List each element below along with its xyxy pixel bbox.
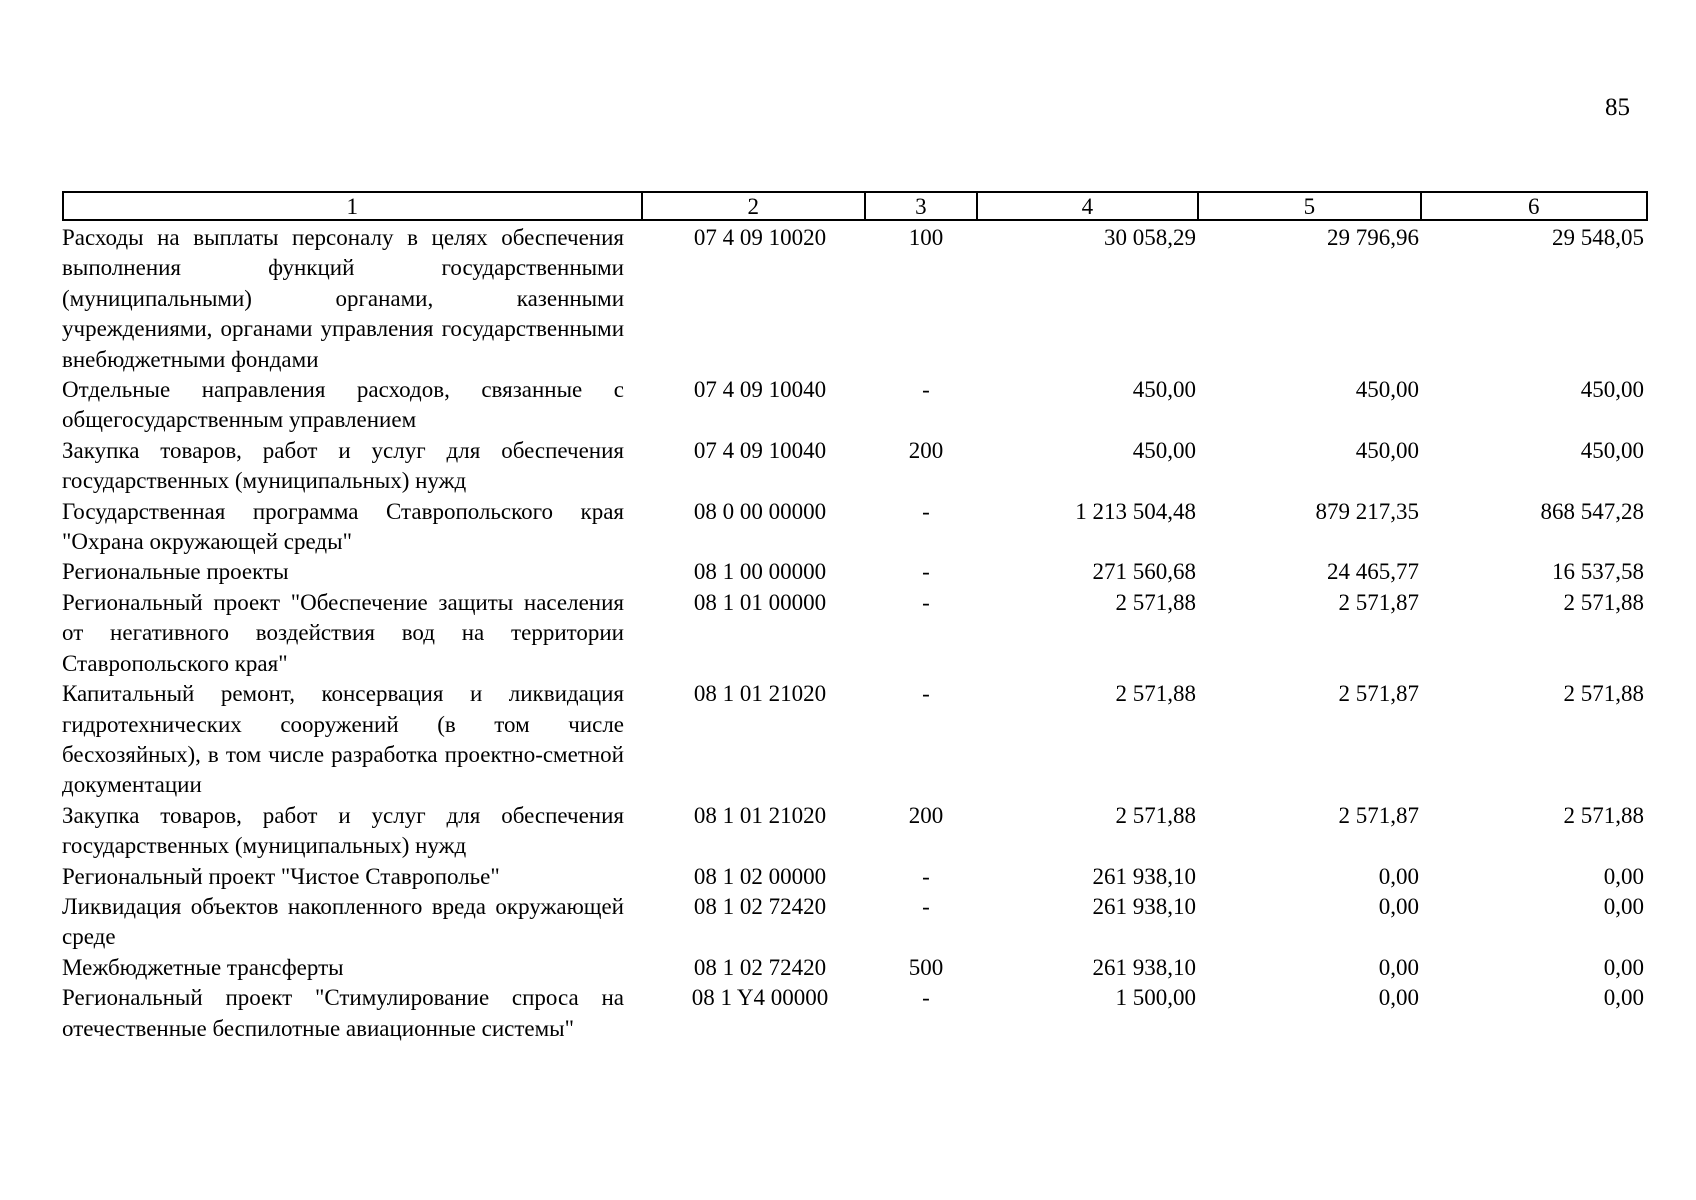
expense-type-cell: - [922,589,930,615]
amount-cell-col5: 24 465,77 [1327,559,1419,585]
expense-type-cell: - [922,863,930,889]
expense-name-cell: Региональный проект "Чистое Ставрополье" [62,863,500,889]
expense-name-cell: Ликвидация объектов накопленного вреда окружающей среде [62,893,624,950]
budget-code-cell: 08 1 01 00000 [693,589,827,615]
amount-cell-col4: 2 571,88 [1115,589,1196,615]
amount-cell-col5: 29 796,96 [1327,225,1419,250]
budget-code-cell: 08 1 02 72420 [693,954,827,980]
budget-code-cell: 08 1 02 72420 [693,893,827,919]
amount-cell-col4: 450,00 [1132,377,1196,403]
expense-type-cell: - [922,893,930,919]
table-row [62,953,1648,983]
expense-name-cell: Межбюджетные трансферты [62,954,344,980]
amount-cell-col6: 2 571,88 [1563,681,1644,707]
expense-name-cell: Отдельные направления расходов, связанные с общегосударственным управлением [62,377,624,433]
amount-cell-col5: 2 571,87 [1338,802,1419,828]
amount-cell-col4: 261 938,10 [1092,954,1196,980]
expense-name-cell: Региональный проект "Стимулирование спроса на отечественные беспилотные авиационные системы" [62,985,624,1041]
budget-code-cell: 08 1 02 00000 [693,863,827,889]
table-row [62,557,1648,587]
expense-name-cell: Закупка товаров, работ и услуг для обеспечения государственных (муниципальных) нужд [62,802,624,859]
table-row [62,223,1648,375]
column-header-2: 2 [643,193,866,219]
amount-cell-col5: 0,00 [1378,893,1419,919]
table-row [62,375,1648,436]
budget-code-cell: 08 1 Y4 00000 [691,985,829,1011]
expense-name-cell: Расходы на выплаты персоналу в целях обеспечения выполнения функций государственными (муниципальными) органами, казенными учреждениями, органами управления государственными внебюджетными фондами [62,225,624,372]
amount-cell-col6: 29 548,05 [1552,225,1644,250]
expense-type-cell: - [922,681,930,707]
amount-cell-col4: 1 213 504,48 [1075,498,1196,524]
amount-cell-col4: 2 571,88 [1115,681,1196,707]
page-number: 85 [1605,94,1630,121]
expense-type-cell: - [922,377,930,403]
column-header-5: 5 [1199,193,1421,219]
table-row [62,497,1648,558]
amount-cell-col6: 2 571,88 [1563,802,1644,828]
expense-type-cell: - [922,559,930,585]
column-header-4: 4 [978,193,1199,219]
amount-cell-col4: 261 938,10 [1092,893,1196,919]
table-header-row [62,191,1648,221]
expense-type-cell: - [922,498,930,524]
table-body [62,223,1648,1044]
amount-cell-col4: 450,00 [1132,437,1196,463]
expense-name-cell: Региональные проекты [62,559,289,585]
budget-code-cell: 07 4 09 10020 [693,225,827,250]
budget-code-cell: 08 1 01 21020 [693,802,827,828]
budget-code-cell: 07 4 09 10040 [693,437,827,463]
amount-cell-col5: 2 571,87 [1338,589,1419,615]
expense-type-cell: - [922,985,930,1011]
expense-type-cell: 200 [908,802,944,828]
table-row [62,588,1648,679]
table-row [62,801,1648,862]
expense-name-cell: Капитальный ремонт, консервация и ликвидация гидротехнических сооружений (в том числе бесхозяйных), в том числе разработка проектно-сметной документации [62,681,624,798]
table-row [62,983,1648,1044]
amount-cell-col4: 271 560,68 [1092,559,1196,585]
expense-type-cell: 500 [908,954,944,980]
table-row [62,892,1648,953]
amount-cell-col6: 2 571,88 [1563,589,1644,615]
budget-code-cell: 07 4 09 10040 [693,377,827,403]
amount-cell-col4: 30 058,29 [1104,225,1196,250]
amount-cell-col6: 450,00 [1580,377,1644,403]
expense-name-cell: Закупка товаров, работ и услуг для обеспечения государственных (муниципальных) нужд [62,437,624,494]
amount-cell-col5: 0,00 [1378,985,1419,1011]
table-row [62,436,1648,497]
table-row [62,862,1648,892]
amount-cell-col5: 0,00 [1378,954,1419,980]
amount-cell-col5: 2 571,87 [1338,681,1419,707]
expense-type-cell: 100 [908,225,944,250]
table-row [62,679,1648,801]
amount-cell-col5: 0,00 [1378,863,1419,889]
amount-cell-col6: 16 537,58 [1552,559,1644,585]
budget-code-cell: 08 0 00 00000 [693,498,827,524]
amount-cell-col6: 0,00 [1603,893,1644,919]
column-header-3: 3 [866,193,978,219]
amount-cell-col6: 868 547,28 [1540,498,1644,524]
amount-cell-col6: 0,00 [1603,863,1644,889]
column-header-6: 6 [1528,194,1540,219]
amount-cell-col5: 450,00 [1355,377,1419,403]
amount-cell-col5: 450,00 [1355,437,1419,463]
column-header-1: 1 [64,193,643,219]
expense-name-cell: Региональный проект "Обеспечение защиты населения от негативного воздействия вод на территории Ставропольского края" [62,589,624,676]
budget-code-cell: 08 1 00 00000 [693,559,827,585]
amount-cell-col6: 0,00 [1603,985,1644,1011]
expense-name-cell: Государственная программа Ставропольского края "Охрана окружающей среды" [62,498,624,555]
expense-type-cell: 200 [908,437,944,463]
budget-code-cell: 08 1 01 21020 [693,681,827,707]
amount-cell-col5: 879 217,35 [1315,498,1419,524]
budget-table [62,191,1648,1044]
amount-cell-col6: 0,00 [1603,954,1644,980]
amount-cell-col6: 450,00 [1580,437,1644,463]
amount-cell-col4: 261 938,10 [1092,863,1196,889]
amount-cell-col4: 1 500,00 [1115,985,1196,1011]
amount-cell-col4: 2 571,88 [1115,802,1196,828]
